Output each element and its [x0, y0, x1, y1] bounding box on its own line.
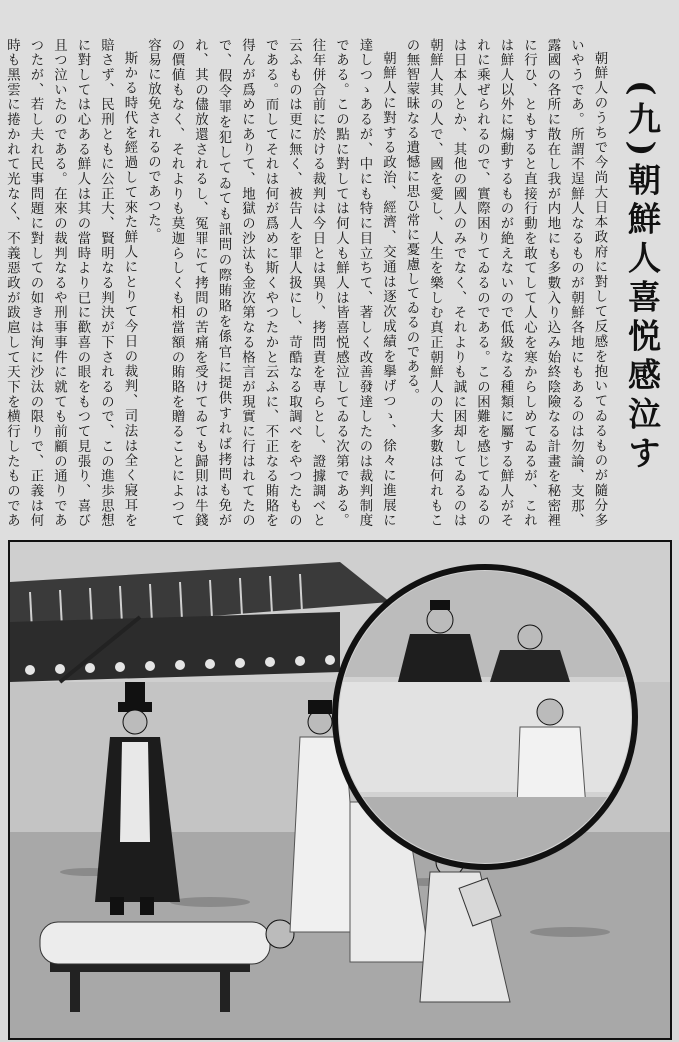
article-body [4, 38, 611, 528]
article-title: (九)朝鮮人喜悦感泣す [623, 80, 662, 475]
article-paragraph: 朝鮮人に對する政治、經濟、交通は逐次成績を擧げつゝ、徐々に進展に達しつゝあるが、中にも特に目立ちて、著しく改善發達したのは裁判制度である。この點に對しては何人も鮮人は皆喜悦感泣してゐる次第である。往年併合前に於ける裁判は今日とは異り、拷問責を専らとし、證據調べと云ふものは更に無く、被告人を罪人扱にし、苛酷なる取調べをやつたものである。而してそれは何が爲めに斯くやつたかと云ふに、不正なる賄賂を得んが爲めにありて、地獄の沙汰も金次第なる格言が現實に行はれてたので、假令罪を犯してゐても訊問の際賄賂を係官に提供すれば拷問も免がれ、其の儘放還されるし、冤罪にて拷問の苦痛を受けてゐても歸則は牛錢の價値もなく、それよりも莫迦らしくも相當額の賄賂を贈ることによつて容易に放免されるのであつた。 [145, 38, 396, 528]
court-scene-illustration [8, 540, 672, 1040]
illustration-drawing [10, 542, 670, 1038]
inset-court-scene [335, 567, 635, 867]
inset-dais [335, 682, 635, 792]
article-paragraph: 斯かる時代を經過して來た鮮人にとりて今日の裁判、司法は全く寢耳を賠さず、民刑ともに公正大、賢明なる判決が下されるので、この進歩思想に對しては心ある鮮人は其の當時より已に歡喜の眼をもつて見張り、喜び且つ泣いたのである。在來の裁判なるや刑事事件に就ても前顧の通りであつたが、若し夫れ民事問題に對しての如きは洵に沙汰の限りで、正義は何時も黑雲に捲かれて光なく、不義惡政が跋扈して天下を横行したものであ [4, 38, 137, 528]
prisoner-lying-figure [40, 920, 294, 964]
article-paragraph: 朝鮮人のうちで今尚大日本政府に對して反感を抱いてゐるものが隨分多いやうであ。所謂不逞鮮人なるものが朝鮮各地にもあるのは勿論、支那、露國の各所に散在し我が内地にも多數入り込み始終陰險なる計畫を秘密裡に行ひ、ともすると直接行動を敢てして人心を寒からしめてゐるが、これは鮮人以外に煽動するものが絶えないので低級なる種類に屬する鮮人がそれに乘ぜられるので、實際困りてゐるのである。この困難を感じてゐるのは日本人とか、其他の國人のみでなく、それよりも誠に困却してゐるのは朝鮮人其の人で、國を愛し、人生を樂しむ真正朝鮮人の大多數は何れもこの無智蒙昧なる遺憾に思ひ常に憂慮してゐるのである。 [404, 38, 607, 528]
